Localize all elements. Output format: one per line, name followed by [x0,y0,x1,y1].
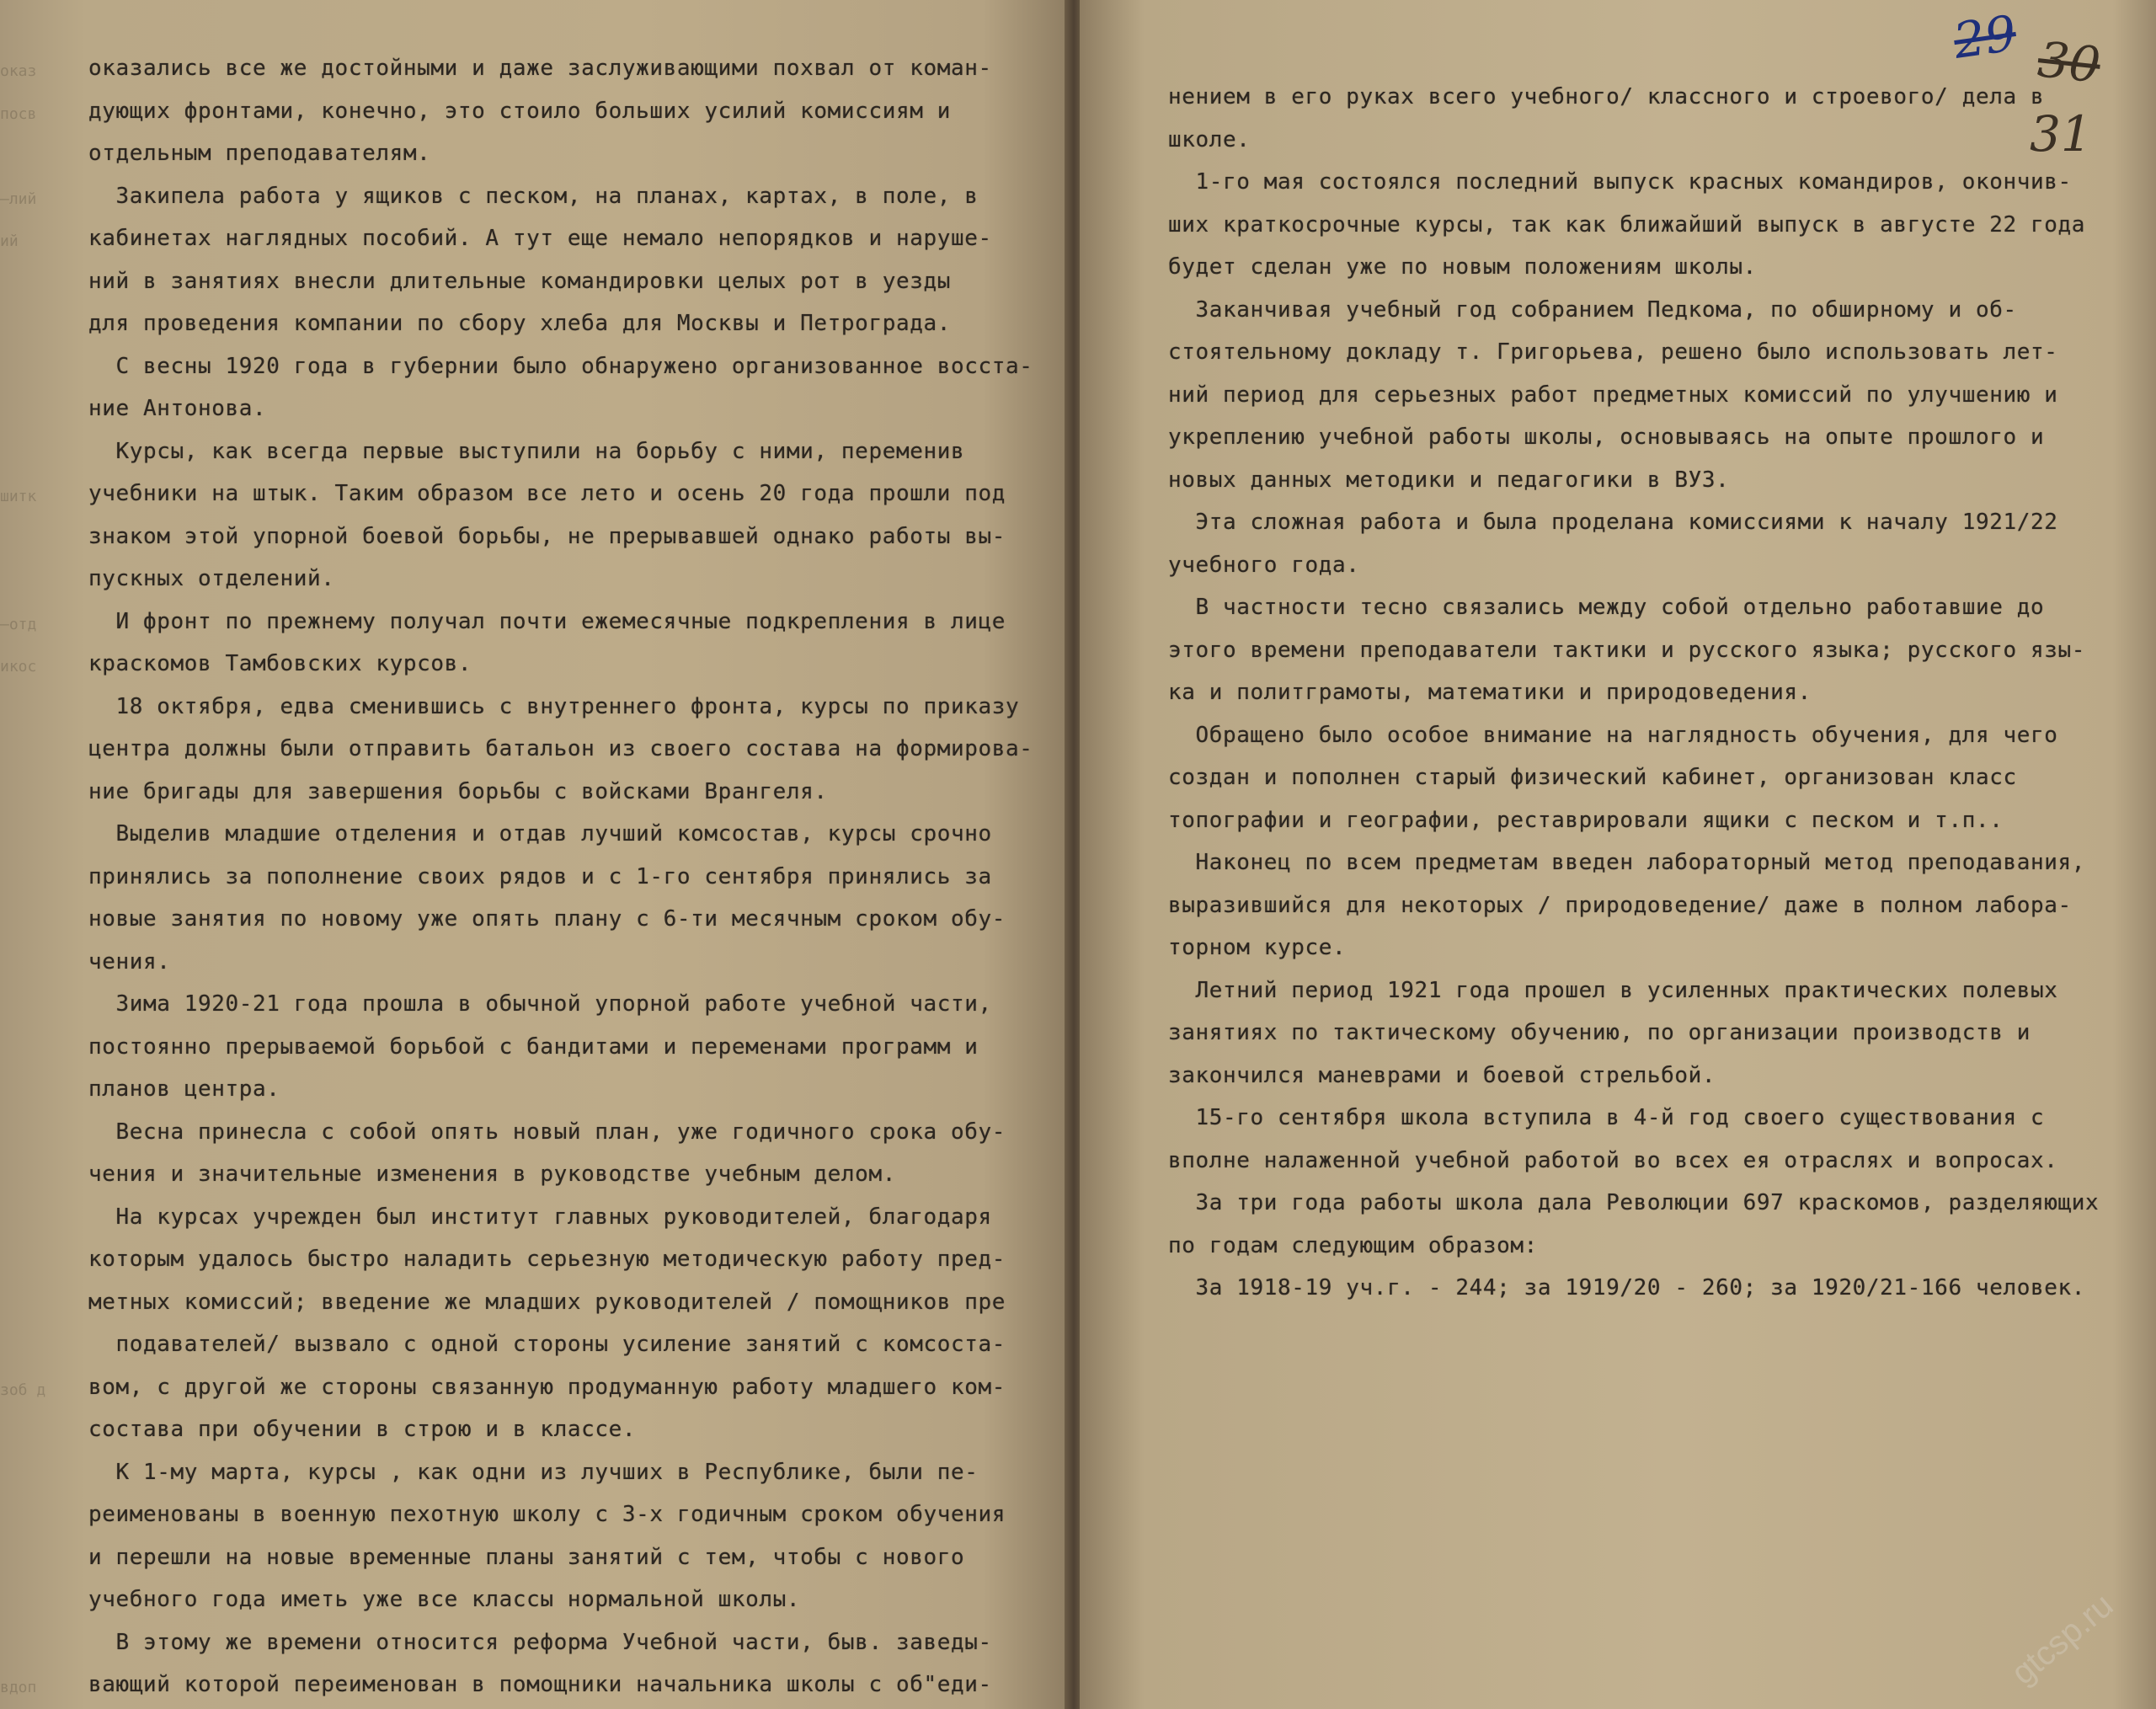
text-line [0,1284,76,1327]
folio-number-crossed: 29 [1950,4,2020,70]
text-line [0,1540,76,1583]
text-line: В этому же времени относится реформа Учебной части, быв. заведы- [88,1629,992,1655]
text-line: Заканчивая учебный год собранием Педкома, по обширному и об- [1168,296,2017,323]
text-line [0,1071,76,1114]
text-line: школе. [1168,126,1251,152]
text-line: Закипела работа у ящиков с песком, на планах, картах, в поле, в [88,183,979,209]
text-line: С весны 1920 года в губернии было обнаружено организованное восста- [88,353,1033,379]
text-line: Летний период 1921 года прошел в усиленных практических полевых [1168,977,2058,1003]
text-line: учебники на штык. Таким образом все лето и осень 20 года прошли под [88,481,1006,506]
text-line: За три года работы школа дала Революции 697 краскомов, разделяющих [1168,1190,2100,1215]
text-line: укреплению учебной работы школы, основываясь на опыте прошлого и [1168,425,2045,450]
text-line: Обращено было особое внимание на наглядность обучения, для чего [1168,722,2058,748]
text-line: новых данных методики и педагогики в ВУЗ. [1168,467,1730,493]
text-line: будет сделан уже по новым положениям школы. [1168,254,1757,280]
site-watermark: gtcsp.ru [2004,1586,2121,1692]
text-line: дующих фронтами, конечно, это стоило больших усилий комиссиям и [88,98,951,124]
folio-number-crossed-second: 30 [2035,30,2104,94]
text-line: И фронт по прежнему получал почти ежемесячные подкрепления в лице [88,608,1006,634]
text-line: создан и пополнен старый физический кабинет, организован класс [1168,765,2017,790]
text-line [0,561,76,604]
text-line: которым удалось быстро наладить серьезную методическую работу пред- [88,1247,1006,1272]
text-line: планов центра. [88,1076,280,1102]
text-line [0,1156,76,1199]
left-margin-bleed [0,51,76,1709]
text-line [0,1412,76,1455]
text-line: –лий [0,190,37,208]
text-line: 15-го сентября школа вступила в 4-й год своего существования с [1168,1105,2045,1130]
text-line: закончился маневрами и боевой стрельбой. [1168,1062,1716,1088]
text-line: кабинетах наглядных пособий. А тут еще немало непорядков и наруше- [88,226,992,251]
text-line: ние Антонова. [88,396,267,421]
text-line [0,731,76,774]
text-line: по годам следующим образом: [1168,1232,1538,1258]
text-line: центра должны были отправить батальон из своего состава на формирова- [88,736,1033,761]
text-line: чения и значительные изменения в руководстве учебным делом. [88,1162,896,1187]
text-line: На курсах учрежден был институт главных руководителей, благодаря [88,1204,992,1230]
text-line: ний период для серьезных работ предметных комиссий по улучшению и [1168,382,2058,408]
text-line: За 1918-19 уч.г. - 244; за 1919/20 - 260; за 1920/21-166 человек. [1168,1275,2085,1300]
text-line: учебного года. [1168,552,1360,578]
text-line: шитк [0,488,37,505]
text-line: оказались все же достойными и даже заслуживающими похвал от коман- [88,56,992,81]
text-line [0,1242,76,1284]
text-line: ших краткосрочные курсы, так как ближайший выпуск в августе 22 года [1168,211,2085,238]
text-line: пускных отделений. [88,566,335,591]
text-line: учебного года иметь уже все классы нормальной школы. [88,1587,801,1612]
text-line [0,1455,76,1498]
text-line: ний в занятиях внесли длительные командировки целых рот в уезды [88,268,951,294]
text-line: Эта сложная работа и была проделана комиссиями к началу 1921/22 [1168,510,2058,535]
text-line [0,434,76,477]
text-line: Курсы, как всегда первые выступили на борьбу с ними, переменив [88,438,965,464]
right-page-text [1168,76,2099,1310]
text-line: икос [0,658,37,676]
text-line [0,1199,76,1242]
text-line [0,774,76,817]
text-line [0,1582,76,1625]
text-line [0,519,76,562]
text-line: для проведения компании по сбору хлеба для Москвы и Петрограда. [88,311,951,336]
text-line [0,136,76,179]
text-line: оказ [0,62,37,80]
text-line: подавателей/ вызвало с одной стороны усиление занятий с комсоста- [88,1332,1006,1357]
text-line: вдоп [0,1679,37,1696]
text-line: выразившийся для некоторых / природоведение/ даже в полном лабора- [1168,892,2072,918]
text-line: К 1-му марта, курсы , как одни из лучших в Республике, были пе- [88,1459,979,1485]
text-line: вполне налаженной учебной работой во всех ея отраслях и вопросах. [1168,1147,2058,1173]
text-line [0,944,76,987]
text-line [0,1327,76,1370]
text-line: посв [0,104,37,123]
text-line: этого времени преподаватели тактики и русского языка; русского язы- [1168,637,2085,663]
text-line [0,986,76,1029]
text-line: зоб д [0,1381,46,1399]
text-line [0,816,76,859]
text-line: и перешли на новые временные планы занятий с тем, чтобы с нового [88,1544,965,1570]
text-line: чения. [88,948,171,975]
text-line: вом, с другой же стороны связанную продуманную работу младшего ком- [88,1374,1006,1400]
text-line: новые занятия по новому уже опять плану с 6-ти месячным сроком обу- [88,906,1006,932]
text-line [0,901,76,944]
text-line: постоянно прерываемой борьбой с бандитами и переменами программ и [88,1033,979,1060]
text-line: ние бригады для завершения борьбы с войсками Врангеля. [88,778,828,804]
text-line: краскомов Тамбовских курсов. [88,651,472,676]
text-line: метных комиссий; введение же младших руководителей / помощников пре [88,1289,1006,1315]
text-line [0,1497,76,1540]
text-line: принялись за пополнение своих рядов и с 1-го сентября принялись за [88,863,992,889]
text-line: Наконец по всем предметам введен лабораторный метод преподавания, [1168,850,2085,875]
left-page [0,0,1068,1709]
text-line [0,689,76,732]
text-line [0,306,76,349]
text-line: 18 октября, едва сменившись с внутреннего фронта, курсы по приказу [88,693,1020,719]
text-line: Зима 1920-21 года прошла в обычной упорной работе учебной части, [88,991,992,1017]
text-line [0,264,76,307]
text-line: нением в его руках всего учебного/ классного и строевого/ дела в [1168,84,2045,109]
text-line: состава при обучении в строю и в классе. [88,1417,637,1442]
text-line [0,1029,76,1072]
text-line: ка и политграмоты, математики и природоведения. [1168,680,1812,705]
text-line: Весна принесла с собой опять новый план, уже годичного срока обу- [88,1119,1006,1145]
text-line [0,1114,76,1157]
right-page [1080,0,2156,1709]
text-line: Выделив младшие отделения и отдав лучший комсостав, курсы срочно [88,821,992,846]
text-line: 1-го мая состоялся последний выпуск красных командиров, окончив- [1168,169,2072,195]
text-line: отдельным преподавателям. [88,141,431,166]
left-page-text [88,47,1033,1706]
text-line: топографии и географии, реставрировали ящики с песком и т.п.. [1168,807,2004,833]
text-line [0,349,76,392]
folio-number-current: 31 [2030,105,2092,163]
text-line: реименованы в военную пехотную школу с 3-х годичным сроком обучения [88,1502,1006,1527]
text-line [0,391,76,434]
text-line: ий [0,232,19,250]
text-line: –отд [0,615,37,633]
text-line: торном курсе. [1168,935,1347,960]
text-line: стоятельному докладу т. Григорьева, решено было использовать лет- [1168,339,2058,365]
text-line: вающий которой переименован в помощники начальника школы с об"еди- [88,1672,992,1697]
text-line: занятиях по тактическому обучению, по организации производств и [1168,1020,2031,1045]
text-line: знаком этой упорной боевой борьбы, не прерывавшей однако работы вы- [88,523,1006,549]
text-line [0,1625,76,1668]
text-line: В частности тесно связались между собой отдельно работавшие до [1168,595,2045,620]
text-line [0,859,76,902]
